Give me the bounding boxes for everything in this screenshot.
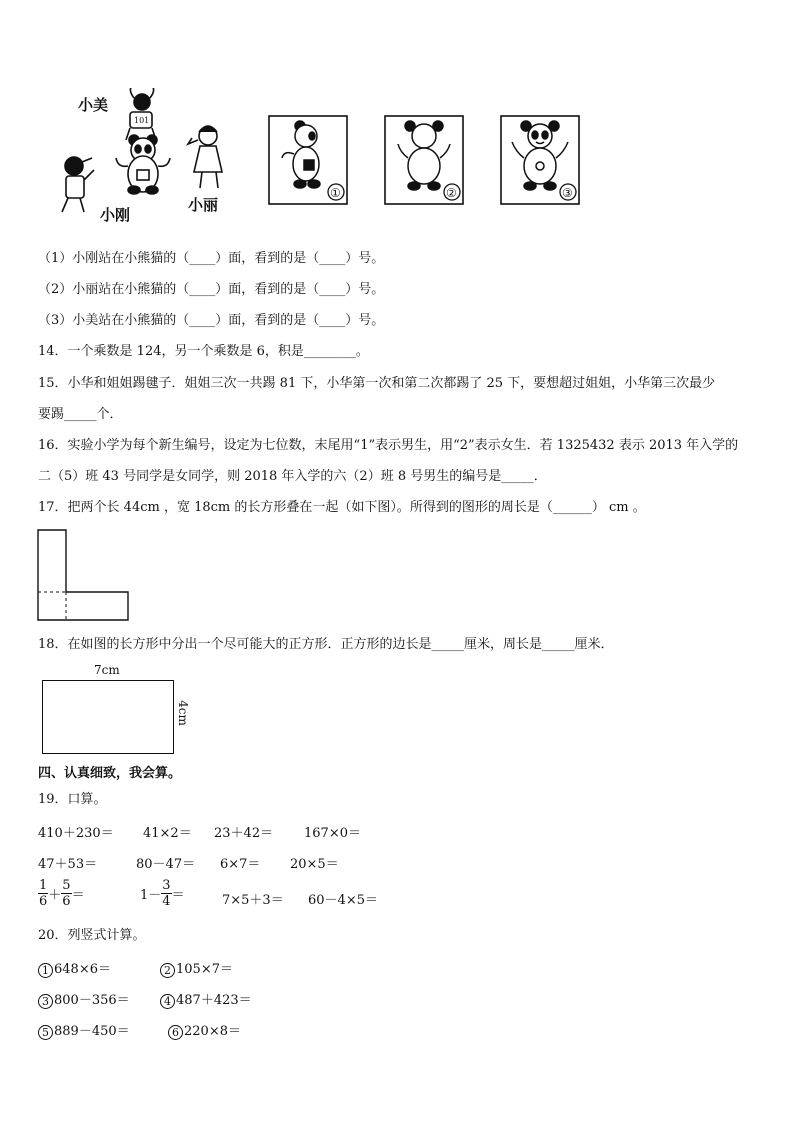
q20-item-3: 3 800－356＝ <box>38 989 130 1009</box>
q16-line1: 16．实验小学为每个新生编号，设定为七位数，末尾用“1”表示男生，用“2”表示女生．若 1325432 表示 2013 年入学的 <box>38 438 739 453</box>
view-card-1-number: ① <box>330 186 341 200</box>
q18-height-label: 4cm <box>175 700 190 726</box>
q19-r1-c3: 23＋42＝ <box>214 826 274 841</box>
q19-r3-c2: 1－ $\frac{3}{4}$ ＝ <box>140 878 185 909</box>
view-card-1 <box>269 116 347 204</box>
q16-line2: 二（5）班 43 号同学是女同学，则 2018 年入学的六（2）班 8 号男生的编号是_____． <box>38 469 547 484</box>
fraction-3-4: $\frac{3}{4}$ <box>162 878 171 909</box>
q19-r1-c2: 41×2＝ <box>143 826 192 841</box>
view-card-2-number: ② <box>446 186 457 200</box>
section-4-heading: 四、认真细致，我会算。 <box>38 766 182 781</box>
q13-sub1: （1）小刚站在小熊猫的（____）面，看到的是（____）号。 <box>38 251 385 266</box>
q20-title: 20．列竖式计算。 <box>38 928 146 943</box>
child-xiaogang-drawing <box>62 157 94 212</box>
q19-r3-c1: $\frac{1}{6}$ ＋ $\frac{5}{6}$ ＝ <box>39 878 85 909</box>
label-xiaoli: 小丽 <box>188 196 219 214</box>
view-card-3 <box>501 116 579 204</box>
q17-text: 17．把两个长 44cm ，宽 18cm 的长方形叠在一起（如下图）。所得到的图形的周长是（______） cm 。 <box>38 500 646 515</box>
view-card-3-number: ③ <box>562 186 573 200</box>
q19-r1-c4: 167×0＝ <box>304 826 361 841</box>
q19-title: 19．口算。 <box>38 792 107 807</box>
q18-width-label: 7cm <box>94 663 120 677</box>
q19-r2-c2: 80－47＝ <box>136 857 196 872</box>
q20-item-5: 5 889－450＝ <box>38 1020 130 1040</box>
q20-item-1: 1 648×6＝ <box>38 958 111 978</box>
child-xiaoli-drawing <box>188 126 222 188</box>
q20-item-6: 6 220×8＝ <box>168 1020 241 1040</box>
q19-r3-c3: 7×5＋3＝ <box>222 893 284 908</box>
q14-text: 14．一个乘数是 124，另一个乘数是 6，积是________。 <box>38 344 369 359</box>
label-xiaogang: 小刚 <box>100 206 131 224</box>
view-card-2 <box>385 116 463 204</box>
q13-sub2: （2）小丽站在小熊猫的（____）面，看到的是（____）号。 <box>38 282 385 297</box>
fraction-5-6: $\frac{5}{6}$ <box>62 878 71 909</box>
q18-text: 18．在如图的长方形中分出一个尽可能大的正方形．正方形的边长是_____厘米，周长是_____厘米． <box>38 637 614 652</box>
q19-r2-c4: 20×5＝ <box>290 857 339 872</box>
q19-r2-c1: 47＋53＝ <box>38 857 98 872</box>
q13-sub3: （3）小美站在小熊猫的（____）面，看到的是（____）号。 <box>38 313 385 328</box>
child-xiaomei-drawing <box>126 88 156 140</box>
q19-r2-c3: 6×7＝ <box>220 857 261 872</box>
q15-line1: 15．小华和姐姐踢毽子．姐姐三次一共踢 81 下，小华第一次和第二次都踢了 25 下，要想超过姐姐，小华第三次最少 <box>38 376 716 391</box>
panda-center-drawing <box>116 135 170 194</box>
svg-text:101: 101 <box>134 116 150 125</box>
q15-line2: 要踢_____个． <box>38 407 123 422</box>
q18-rectangle <box>42 680 174 754</box>
q20-item-4: 4 487＋423＝ <box>160 989 252 1009</box>
q19-r1-c1: 410＋230＝ <box>38 826 114 841</box>
fraction-1-6: $\frac{1}{6}$ <box>39 878 48 909</box>
label-xiaomei: 小美 <box>78 96 109 114</box>
q20-item-2: 2 105×7＝ <box>160 958 233 978</box>
q19-r3-c4: 60－4×5＝ <box>308 893 378 908</box>
q17-l-shape-figure <box>36 528 132 624</box>
panda-figure <box>48 88 608 228</box>
